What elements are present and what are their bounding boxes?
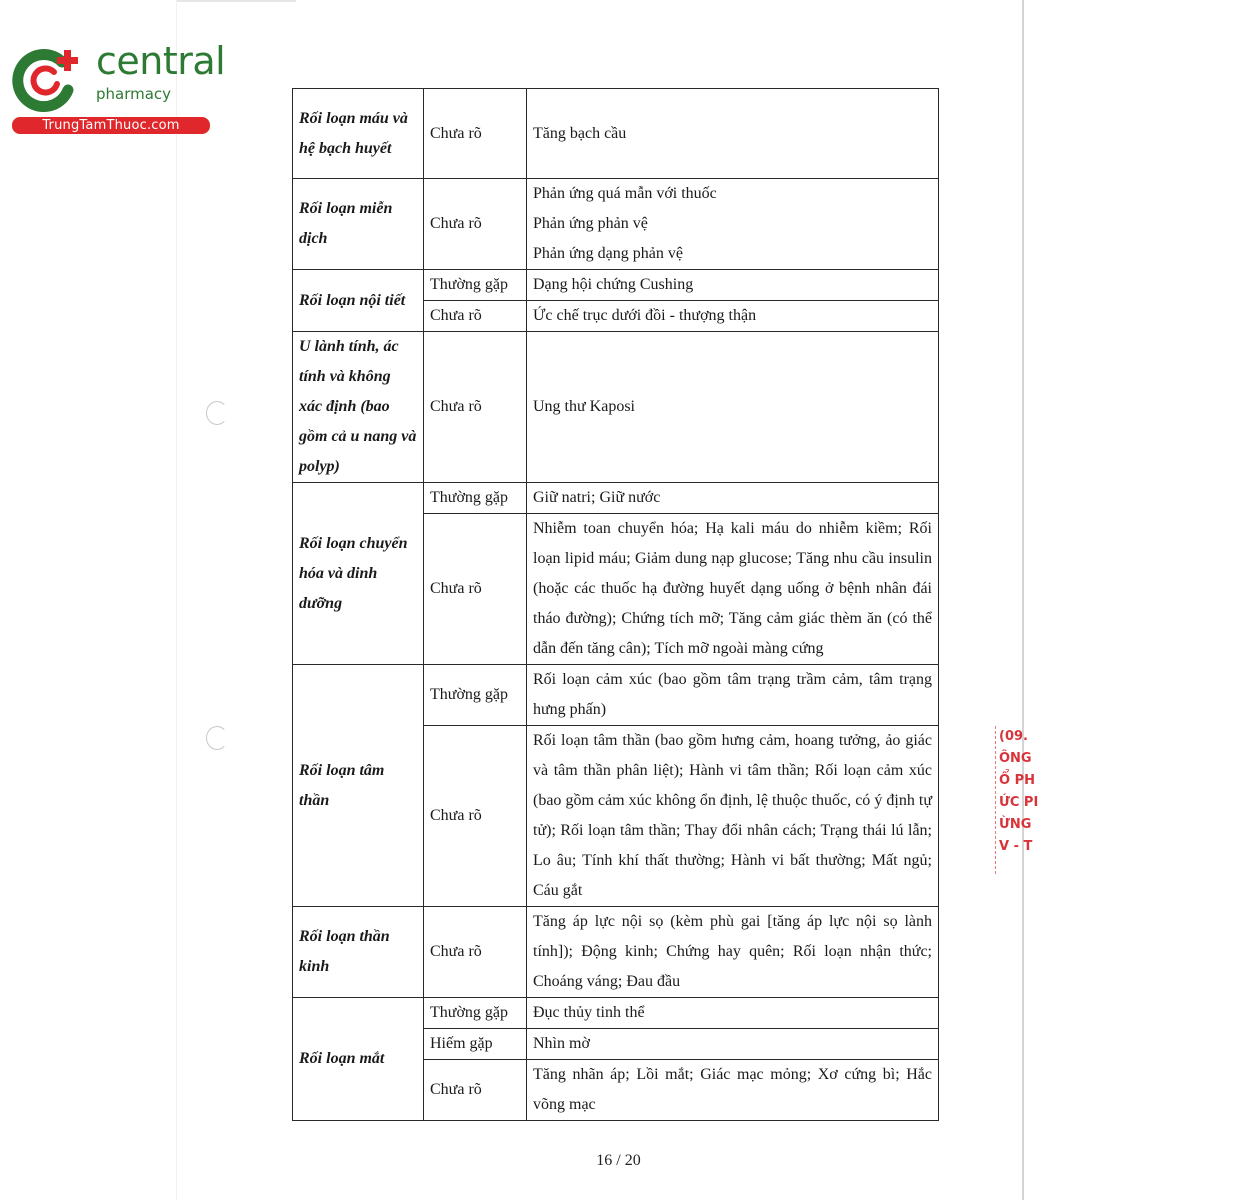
frequency-cell: Chưa rõ [424, 726, 527, 907]
page-edge-top [176, 0, 296, 2]
frequency-cell: Hiếm gặp [424, 1029, 527, 1060]
effect-text: Ung thư Kaposi [533, 398, 635, 415]
effects-cell [527, 1029, 939, 1060]
effects-cell [527, 301, 939, 332]
organ-class-cell: U lành tính, ác tính và không xác định (bao gồm cả u nang và polyp) [293, 332, 424, 483]
organ-class-cell: Rối loạn tâm thần [293, 665, 424, 907]
stamp-text: V - T [999, 839, 1033, 854]
organ-class-cell: Rối loạn thần kinh [293, 907, 424, 998]
frequency-cell: Chưa rõ [424, 907, 527, 998]
binder-hole [206, 401, 228, 425]
frequency-cell: Chưa rõ [424, 179, 527, 270]
effect-text: Ức chế trục dưới đồi - thượng thận [533, 307, 757, 324]
frequency-cell: Chưa rõ [424, 332, 527, 483]
frequency-cell: Chưa rõ [424, 514, 527, 665]
stamp-text: ỪNG [999, 817, 1032, 832]
organ-class-cell: Rối loạn mắt [293, 998, 424, 1121]
organ-class-cell: Rối loạn nội tiết [293, 270, 424, 332]
effect-text: Đục thủy tinh thể [533, 1004, 645, 1021]
effect-text: Phản ứng quá mẫn với thuốc [533, 185, 717, 202]
page-edge-right [1022, 0, 1024, 1200]
effects-cell [527, 179, 939, 270]
effect-text: Rối loạn tâm thần (bao gồm hưng cảm, hoang tưởng, ảo giác và tâm thần phân liệt); Hành vi tâm thần; Rối loạn cảm xúc (bao gồm cảm xúc không ổn định, lệ thuộc thuốc, có ý định tự tử); Rối loạn tâm thần; Thay đổi nhân cách; Trạng thái lú lẫn; Lo âu; Tính khí thất thường; Hành vi bất thường; Mất ngủ; Cáu gắt [533, 732, 932, 899]
frequency-cell: Thường gặp [424, 665, 527, 726]
frequency-cell: Thường gặp [424, 270, 527, 301]
frequency-cell: Chưa rõ [424, 301, 527, 332]
table-row [293, 483, 939, 514]
effect-text: Dạng hội chứng Cushing [533, 276, 694, 293]
effect-text: Tăng áp lực nội sọ (kèm phù gai [tăng áp lực nội sọ lành tính]); Động kinh; Chứng hay quên; Rối loạn nhận thức; Choáng váng; Đau đầu [533, 913, 932, 990]
effects-cell [527, 907, 939, 998]
page-edge-left [176, 0, 177, 1200]
effects-cell [527, 89, 939, 179]
stamp-text: (09. [999, 729, 1028, 744]
table-row [293, 270, 939, 301]
table-row [293, 665, 939, 726]
table-row [293, 907, 939, 998]
frequency-cell: Chưa rõ [424, 89, 527, 179]
table-row [293, 998, 939, 1029]
table-row [293, 332, 939, 483]
effects-cell [527, 726, 939, 907]
effect-text: Nhiễm toan chuyển hóa; Hạ kali máu do nhiễm kiềm; Rối loạn lipid máu; Giảm dung nạp glucose; Tăng nhu cầu insulin (hoặc các thuốc hạ đường huyết dạng uống ở bệnh nhân đái tháo đường); Chứng tích mỡ; Tăng cảm giác thèm ăn (có thể dẫn đến tăng cân); Tích mỡ ngoài màng cứng [533, 520, 932, 657]
effect-text: Tăng bạch cầu [533, 124, 627, 142]
frequency-cell: Thường gặp [424, 998, 527, 1029]
effect-text: Phản ứng dạng phản vệ [533, 245, 683, 262]
effects-cell [527, 270, 939, 301]
effect-text: Giữ natri; Giữ nước [533, 489, 661, 506]
effect-text: Phản ứng phản vệ [533, 215, 648, 232]
stamp-text: ỨC PI [999, 795, 1039, 810]
effect-text: Nhìn mờ [533, 1035, 590, 1052]
page-number: 16 / 20 [596, 1152, 641, 1169]
central-pharmacy-logo [10, 38, 226, 138]
logo-site-banner: TrungTamThuoc.com [12, 117, 210, 134]
logo-subtitle: pharmacy [96, 85, 172, 103]
side-effects-table [292, 88, 939, 1121]
red-stamp-fragment [995, 726, 1039, 874]
effects-cell [527, 514, 939, 665]
effect-text: Tăng nhãn áp; Lồi mắt; Giác mạc mỏng; Xơ cứng bì; Hắc võng mạc [533, 1066, 932, 1113]
organ-class-cell: Rối loạn miễn dịch [293, 179, 424, 270]
effects-cell [527, 998, 939, 1029]
logo-brand-name: central [96, 39, 226, 83]
organ-class-cell: Rối loạn máu và hệ bạch huyết [293, 89, 424, 179]
effects-cell [527, 483, 939, 514]
pharmacy-cross-logo-icon [10, 38, 90, 118]
table-row [293, 179, 939, 270]
effects-cell [527, 332, 939, 483]
table-row [293, 89, 939, 179]
organ-class-cell: Rối loạn chuyển hóa và dinh dưỡng [293, 483, 424, 665]
effects-cell [527, 665, 939, 726]
effects-cell [527, 1060, 939, 1121]
frequency-cell: Chưa rõ [424, 1060, 527, 1121]
effect-text: Rối loạn cảm xúc (bao gồm tâm trạng trầm cảm, tâm trạng hưng phấn) [533, 671, 932, 718]
stamp-text: Ổ PH [999, 773, 1035, 788]
stamp-text: ÔNG [999, 751, 1032, 766]
binder-hole [206, 726, 228, 750]
frequency-cell: Thường gặp [424, 483, 527, 514]
